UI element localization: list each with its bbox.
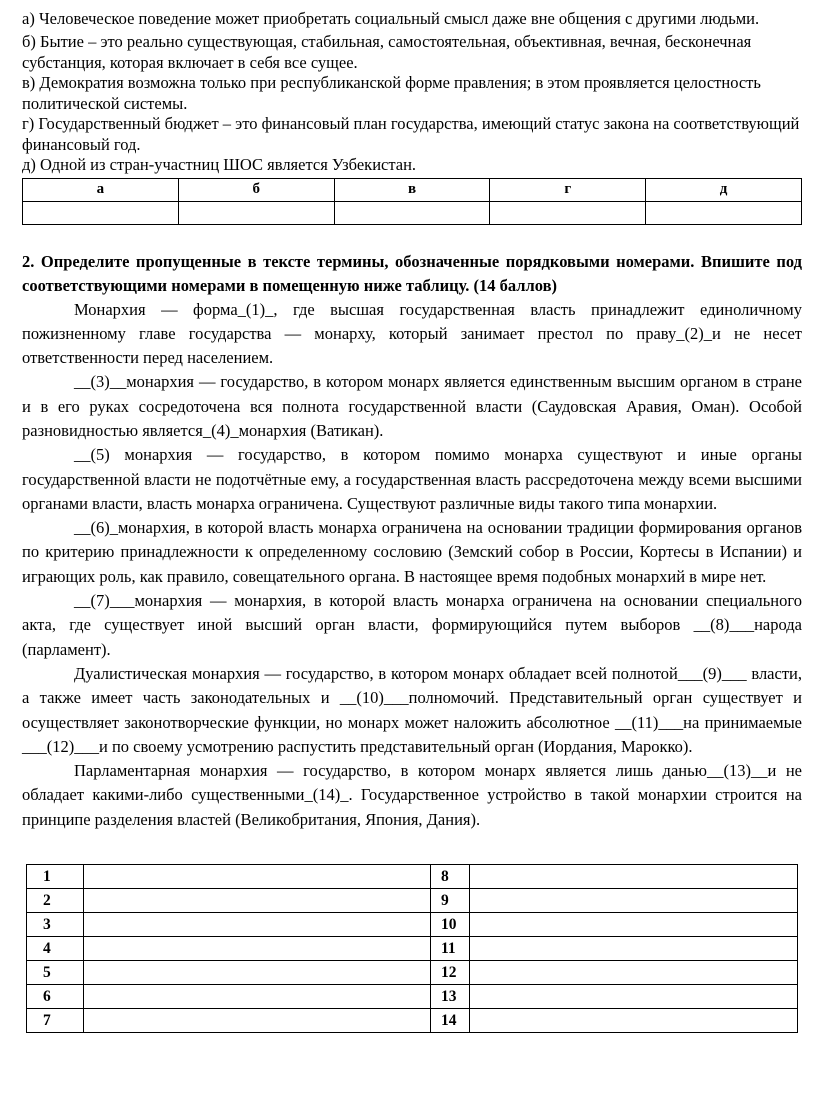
- answer-table-terms: [26, 864, 798, 1033]
- answer-cell-2[interactable]: [84, 889, 431, 913]
- answer-cell-c[interactable]: [334, 201, 490, 224]
- column-header-c: в: [334, 178, 490, 201]
- answer-cell-11[interactable]: [470, 937, 798, 961]
- table-row: [27, 961, 798, 985]
- row-number: 12: [431, 961, 470, 985]
- answer-cell-10[interactable]: [470, 913, 798, 937]
- row-number: 5: [27, 961, 84, 985]
- row-number: 8: [431, 865, 470, 889]
- paragraph-7: Парламентарная монархия — государство, в котором монарх является лишь данью__(13)__и не обладает какими-либо существенными_(14)_. Государственное устройство в такой монархии строится на принципе разделения властей (Великобритания, Япония, Дания).: [22, 761, 802, 829]
- document-page: [22, 6, 802, 1033]
- answer-cell-d[interactable]: [490, 201, 646, 224]
- answer-cell-7[interactable]: [84, 1009, 431, 1033]
- column-header-e: д: [646, 178, 802, 201]
- row-number: 10: [431, 913, 470, 937]
- row-number: 1: [27, 865, 84, 889]
- column-header-b: б: [178, 178, 334, 201]
- statement-e: д) Одной из стран-участниц ШОС является Узбекистан.: [22, 155, 417, 174]
- row-number: 7: [27, 1009, 84, 1033]
- row-number: 3: [27, 913, 84, 937]
- answer-cell-13[interactable]: [470, 985, 798, 1009]
- paragraph-2: __(3)__монархия — государство, в котором монарх является единственным высшим органом в стране и в его руках сосредоточена вся полнота государственной власти (Саудовская Аравия, Оман). Особой разновидностью является_(4)_монархия (Ватикан).: [22, 372, 802, 440]
- table-row: [27, 889, 798, 913]
- answer-grid-true-false: [22, 178, 802, 225]
- row-number: 2: [27, 889, 84, 913]
- row-number: 9: [431, 889, 470, 913]
- statement-b: б) Бытие – это реально существующая, стабильная, самостоятельная, объективная, вечная, бесконечная субстанция, которая включает в себя все сущее.: [22, 32, 752, 72]
- table-row: [27, 865, 798, 889]
- table-row: [27, 985, 798, 1009]
- statement-c: в) Демократия возможна только при республиканской форме правления; в этом проявляется целостность политической системы.: [22, 73, 761, 113]
- answer-cell-1[interactable]: [84, 865, 431, 889]
- paragraph-4: __(6)_монархия, в которой власть монарха ограничена на основании традиции формирования органов по критерию принадлежности к определенному сословию (Земский собор в России, Кортесы в Испании) и играющих роль, как правило, совещательного органа. В настоящее время подобных монархий в мире нет.: [22, 518, 802, 586]
- table-row: [27, 913, 798, 937]
- row-number: 11: [431, 937, 470, 961]
- answer-cell-3[interactable]: [84, 913, 431, 937]
- row-number: 6: [27, 985, 84, 1009]
- statement-d: г) Государственный бюджет – это финансовый план государства, имеющий статус закона на соответствующий финансовый год.: [22, 114, 800, 154]
- table-row: [23, 178, 802, 201]
- table-row: [27, 937, 798, 961]
- row-number: 13: [431, 985, 470, 1009]
- answer-cell-e[interactable]: [646, 201, 802, 224]
- answer-cell-12[interactable]: [470, 961, 798, 985]
- column-header-d: г: [490, 178, 646, 201]
- column-header-a: а: [23, 178, 179, 201]
- paragraph-6: Дуалистическая монархия — государство, в котором монарх обладает всей полнотой___(9)___ власти, а также имеет часть законодательных и __(10)___полномочий. Представительный орган существует и осуществляет законотворческие функции, но монарх может наложить абсолютное __(11)___на принимаемые ___(12)___и по своему усмотрению распустить представительный орган (Иордания, Марокко).: [22, 663, 802, 756]
- table-row: [27, 1009, 798, 1033]
- statement-a: а) Человеческое поведение может приобретать социальный смысл даже вне общения с другими людьми.: [22, 9, 760, 28]
- answer-cell-a[interactable]: [23, 201, 179, 224]
- answer-cell-14[interactable]: [470, 1009, 798, 1033]
- answer-cell-6[interactable]: [84, 985, 431, 1009]
- answer-cell-9[interactable]: [470, 889, 798, 913]
- row-number: 4: [27, 937, 84, 961]
- answer-cell-b[interactable]: [178, 201, 334, 224]
- task-2-heading: 2. Определите пропущенные в тексте термины, обозначенные порядковыми номерами. Впишите под соответствующими номерами в помещенную ниже таблицу. (14 баллов): [22, 251, 802, 295]
- paragraph-5: __(7)___монархия — монархия, в которой власть монарха ограничена на основании специального акта, где существует иной высший орган власти, формирующийся путем выборов __(8)___народа (парламент).: [22, 591, 802, 659]
- answer-cell-8[interactable]: [470, 865, 798, 889]
- paragraph-3: __(5) монархия — государство, в котором помимо монарха существуют и иные органы государственной власти не подотчётные ему, а государственная власть рассредоточена между всеми высшими органами власти, власть монарха ограничена. Существуют различные виды такого типа монархии.: [22, 445, 802, 513]
- paragraph-1: Монархия — форма_(1)_, где высшая государственная власть принадлежит единоличному пожизненному главе государства — монарху, который занимает престол по праву_(2)_и не несет ответственности перед населением.: [22, 299, 802, 368]
- table-row: [23, 201, 802, 224]
- answer-cell-4[interactable]: [84, 937, 431, 961]
- row-number: 14: [431, 1009, 470, 1033]
- answer-cell-5[interactable]: [84, 961, 431, 985]
